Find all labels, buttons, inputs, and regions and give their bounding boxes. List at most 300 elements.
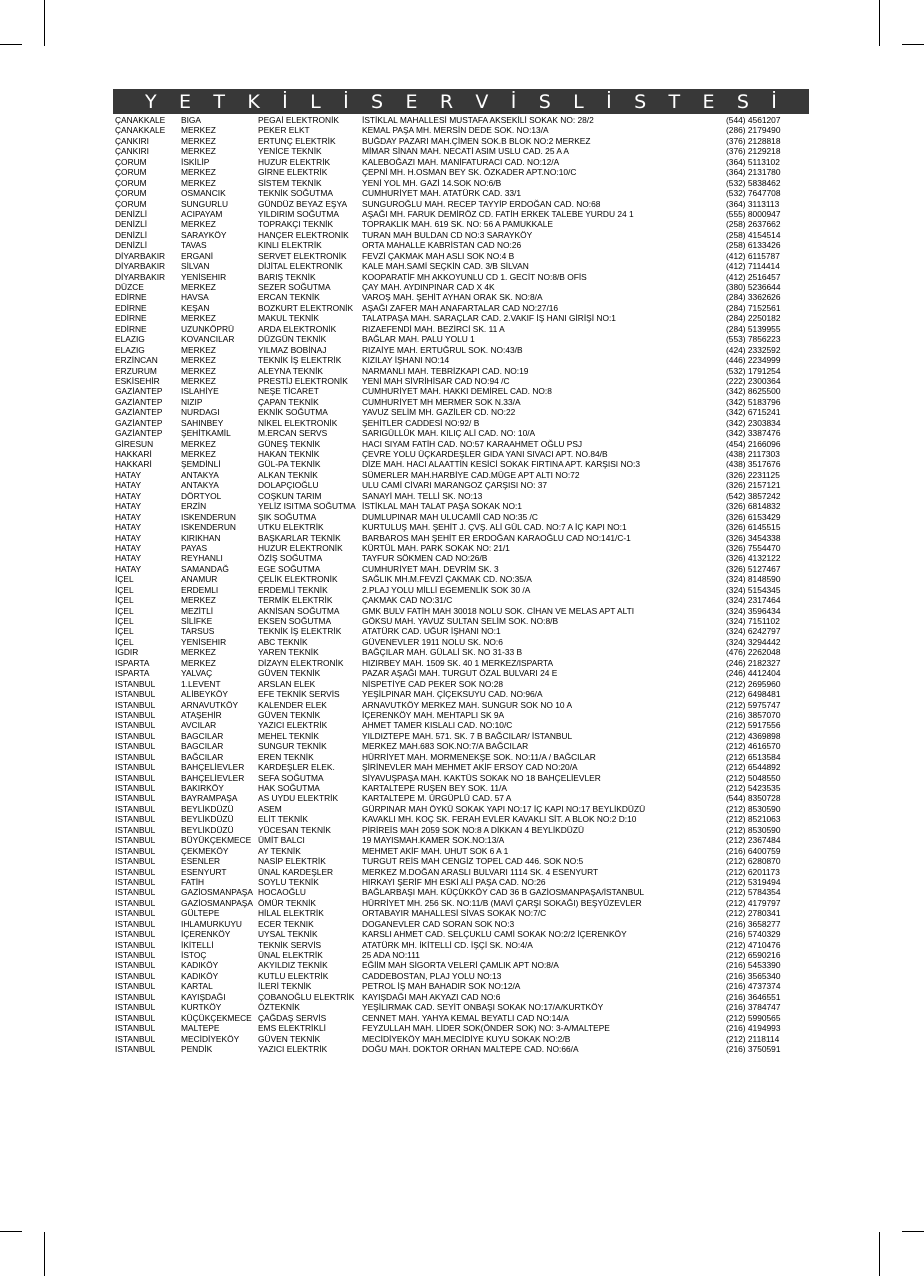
service-name-cell: EKNİK SOĞUTMA bbox=[258, 407, 328, 418]
service-name-cell: KARDEŞLER ELEK. bbox=[258, 762, 335, 773]
address-cell: CUMHURİYET MAH. ATATÜRK CAD. 33/1 bbox=[362, 188, 521, 199]
address-cell: AŞAĞI MH. FARUK DEMİRÖZ CD. FATİH ERKEK TALEBE YURDU 24 1 bbox=[362, 208, 634, 219]
phone-cell: (326) 5127467 bbox=[726, 563, 781, 574]
city-cell: ISTANBUL bbox=[115, 1043, 156, 1054]
city-cell: İÇEL bbox=[115, 584, 134, 595]
service-name-cell: PEKER ELKT bbox=[258, 125, 310, 136]
service-name-cell: YAZICI ELEKTRİK bbox=[258, 1043, 328, 1054]
table-row bbox=[115, 908, 809, 918]
table-row bbox=[115, 585, 809, 595]
service-name-cell: EGE SOĞUTMA bbox=[258, 563, 321, 574]
service-name-cell: EKSEN SOĞUTMA bbox=[258, 616, 332, 626]
city-cell: İÇEL bbox=[115, 574, 134, 585]
service-name-cell: ALEYNA TEKNİK bbox=[258, 365, 324, 376]
service-name-cell: HUZUR ELEKTRİK bbox=[258, 156, 331, 167]
district-cell: MERKEZ bbox=[181, 355, 216, 366]
crop-mark bbox=[902, 44, 924, 45]
city-cell: HATAY bbox=[115, 522, 142, 533]
page-title bbox=[113, 89, 809, 114]
address-cell: PİRİREİS MAH 2059 SOK NO:8 A DİKKAN 4 BEYLİKDÜZÜ bbox=[362, 824, 585, 835]
address-cell: KALEBOĞAZI MAH. MANİFATURACI CAD. NO:12/A bbox=[362, 156, 560, 167]
service-name-cell: KINLI ELEKTRİK bbox=[258, 240, 322, 251]
table-row bbox=[115, 1034, 809, 1044]
district-cell: PAYAS bbox=[181, 542, 208, 553]
table-row bbox=[115, 533, 809, 543]
city-cell: ISTANBUL bbox=[115, 689, 156, 700]
district-cell: BAGCILAR bbox=[181, 741, 224, 752]
table-row bbox=[115, 846, 809, 856]
title-letter: Y bbox=[145, 90, 157, 113]
city-cell: ISTANBUL bbox=[115, 897, 156, 908]
district-cell: MERKEZ bbox=[181, 657, 216, 668]
title-letter: S bbox=[371, 90, 384, 113]
service-name-cell: EREN TEKNİK bbox=[258, 751, 314, 762]
service-name-cell: HAK SOĞUTMA bbox=[258, 783, 320, 793]
service-name-cell: ÇAPAN TEKNİK bbox=[258, 396, 319, 407]
phone-cell: (222) 2300364 bbox=[726, 375, 781, 386]
address-cell: MERKEZ M.DOĞAN ARASLI BULVARI 1114 SK. 4 ESENYURT bbox=[362, 866, 599, 877]
district-cell: MERKEZ bbox=[181, 647, 216, 658]
phone-cell: (326) 3454338 bbox=[726, 532, 781, 543]
city-cell: ISTANBUL bbox=[115, 741, 156, 752]
district-cell: ANAMUR bbox=[181, 574, 218, 585]
district-cell: ERZİN bbox=[181, 501, 207, 512]
table-row bbox=[115, 773, 809, 783]
district-cell: ARNAVUTKÖY bbox=[181, 699, 239, 710]
phone-cell: (216) 3857070 bbox=[726, 709, 781, 720]
address-cell: İSTİKLAL MAH TALAT PAŞA SOKAK NO:1 bbox=[362, 501, 522, 512]
service-name-cell: NASİP ELEKTRİK bbox=[258, 856, 326, 867]
service-name-cell: YELİZ ISITMA SOĞUTMA bbox=[258, 501, 356, 512]
address-cell: KURTULUŞ MAH. ŞEHİT J. ÇVŞ. ALİ GÜL CAD. NO:7 A İÇ KAPI NO:1 bbox=[362, 522, 627, 533]
address-cell: ÇAY MAH. AYDINPINAR CAD X 4K bbox=[362, 282, 495, 292]
city-cell: HATAY bbox=[115, 532, 142, 543]
address-cell: 2.PLAJ YOLU MİLLİ EGEMENLİK SOK 30 /A bbox=[362, 584, 531, 595]
district-cell: MERKEZ bbox=[181, 125, 216, 136]
service-name-cell: GİRNE ELEKTRİK bbox=[258, 167, 328, 178]
table-row bbox=[115, 292, 809, 302]
address-cell: KIZILAY İŞHANI NO:14 bbox=[362, 355, 450, 366]
address-cell: TOPRAKLIK MAH. 619 SK. NO: 56 A PAMUKKALE bbox=[362, 219, 553, 230]
district-cell: REYHANLI bbox=[181, 553, 223, 564]
service-name-cell: HUZUR ELEKTRONİK bbox=[258, 542, 343, 553]
service-name-cell: AKNİSAN SOĞUTMA bbox=[258, 605, 340, 616]
phone-cell: (412) 7114414 bbox=[726, 261, 780, 272]
service-name-cell: SOYLU TEKNİK bbox=[258, 876, 319, 887]
address-cell: YENİ MAH SİVRİHİSAR CAD NO:94 /C bbox=[362, 375, 510, 386]
title-letter: E bbox=[702, 90, 715, 113]
phone-cell: (212) 2118114 bbox=[726, 1033, 780, 1044]
service-table bbox=[115, 115, 809, 1054]
address-cell: ÇEPNİ MH. H.OSMAN BEY SK. ÖZKADER APT.NO:10/C bbox=[362, 167, 577, 178]
service-name-cell: SUNGUR TEKNİK bbox=[258, 741, 327, 752]
service-name-cell: YÜCESAN TEKNİK bbox=[258, 824, 331, 835]
district-cell: ERGANİ bbox=[181, 250, 214, 261]
city-cell: ELAZIG bbox=[115, 334, 145, 345]
table-row bbox=[115, 282, 809, 292]
address-cell: SANAYİ MAH. TELLİ SK. NO:13 bbox=[362, 490, 483, 501]
service-name-cell: ÇAĞDAŞ SERVİS bbox=[258, 1012, 327, 1023]
title-letter: K bbox=[247, 90, 260, 113]
district-cell: BÜYÜKÇEKMECE bbox=[181, 835, 252, 846]
table-row bbox=[115, 397, 809, 407]
city-cell: DENİZLİ bbox=[115, 229, 148, 240]
district-cell: YENİSEHIR bbox=[181, 636, 227, 647]
city-cell: HATAY bbox=[115, 542, 142, 553]
district-cell: MERKEZ bbox=[181, 219, 216, 230]
table-row bbox=[115, 825, 809, 835]
service-name-cell: KUTLU ELEKTRİK bbox=[258, 970, 329, 981]
district-cell: OSMANCIK bbox=[181, 188, 226, 199]
district-cell: ATAŞEHİR bbox=[181, 709, 222, 720]
crop-mark bbox=[879, 1232, 880, 1276]
table-row bbox=[115, 1044, 809, 1054]
phone-cell: (324) 5154345 bbox=[726, 584, 781, 595]
city-cell: ISTANBUL bbox=[115, 845, 156, 856]
phone-cell: (216) 3565340 bbox=[726, 970, 781, 981]
district-cell: NIZIP bbox=[181, 396, 203, 407]
phone-cell: (212) 2695960 bbox=[726, 678, 781, 689]
address-cell: KARTALTEPE M. ÜRGÜPLÜ CAD. 57 A bbox=[362, 793, 512, 804]
address-cell: GÜVENEVLER 1911 NOLU SK. NO:6 bbox=[362, 636, 503, 647]
district-cell: MALTEPE bbox=[181, 1023, 220, 1034]
service-name-cell: YAREN TEKNİK bbox=[258, 647, 319, 658]
phone-cell: (342) 5183796 bbox=[726, 396, 781, 407]
table-row bbox=[115, 689, 809, 699]
city-cell: ISTANBUL bbox=[115, 1012, 156, 1023]
city-cell: ERZURUM bbox=[115, 365, 157, 376]
district-cell: UZUNKÖPRÜ bbox=[181, 323, 235, 334]
city-cell: ISTANBUL bbox=[115, 709, 156, 720]
address-cell: EĞİİM MAH SİGORTA VELERİ ÇAMLIK APT NO:8/A bbox=[362, 960, 559, 971]
address-cell: YILDIZTEPE MAH. 571. SK. 7 B BAĞCILAR/ İSTANBUL bbox=[362, 730, 573, 741]
phone-cell: (212) 4179797 bbox=[726, 897, 781, 908]
address-cell: CENNET MAH. YAHYA KEMAL BEYATLI CAD NO:14/A bbox=[362, 1012, 569, 1023]
city-cell: ISTANBUL bbox=[115, 929, 156, 940]
table-row bbox=[115, 188, 809, 198]
city-cell: ISTANBUL bbox=[115, 1033, 156, 1044]
address-cell: KEMAL PAŞA MH. MERSİN DEDE SOK. NO:13/A bbox=[362, 125, 549, 136]
service-name-cell: ERTUNÇ ELEKTRİK bbox=[258, 135, 336, 146]
phone-cell: (216) 6400759 bbox=[726, 845, 781, 856]
title-letter: R bbox=[439, 90, 454, 113]
city-cell: DENİZLİ bbox=[115, 219, 148, 230]
city-cell: ERZİNCAN bbox=[115, 355, 158, 366]
table-row bbox=[115, 950, 809, 960]
phone-cell: (212) 6590216 bbox=[726, 950, 781, 960]
phone-cell: (284) 2250182 bbox=[726, 313, 781, 324]
address-cell: ARNAVUTKÖY MERKEZ MAH. SUNGUR SOK NO 10 A bbox=[362, 699, 573, 710]
service-name-cell: PRESTİJ ELEKTRONİK bbox=[258, 375, 348, 386]
city-cell: ÇORUM bbox=[115, 198, 147, 209]
city-cell: ELAZIG bbox=[115, 344, 145, 355]
address-cell: KALE MAH.SAMİ SEÇKİN CAD. 3/B SİLVAN bbox=[362, 261, 529, 272]
service-name-cell: ÖMÜR TEKNİK bbox=[258, 897, 317, 908]
district-cell: KOVANCILAR bbox=[181, 334, 235, 345]
district-cell: SAHINBEY bbox=[181, 417, 224, 428]
district-cell: MERKEZ bbox=[181, 177, 216, 188]
address-cell: YENİ YOL MH. GAZİ 14.SOK NO:6/B bbox=[362, 177, 502, 188]
table-row bbox=[115, 313, 809, 323]
address-cell: ÇEVRE YOLU ÜÇKARDEŞLER GIDA YANI SIVACI APT. NO.84/B bbox=[362, 449, 608, 459]
service-name-cell: DOLAPÇIOĞLU bbox=[258, 480, 319, 491]
address-cell: FEVZİ ÇAKMAK MAH ASLI SOK NO:4 B bbox=[362, 250, 515, 261]
phone-cell: (364) 5113102 bbox=[726, 156, 780, 167]
table-row bbox=[115, 251, 809, 261]
service-name-cell: ERCAN TEKNİK bbox=[258, 292, 320, 303]
service-name-cell: EMS ELEKTRİKLİ bbox=[258, 1023, 326, 1034]
district-cell: KAYIŞDAĞI bbox=[181, 991, 226, 1002]
address-cell: ORTA MAHALLE KABRİSTAN CAD NO:26 bbox=[362, 240, 522, 251]
title-letter: E bbox=[405, 90, 418, 113]
service-name-cell: ALKAN TEKNİK bbox=[258, 469, 318, 480]
district-cell: BAGCILAR bbox=[181, 730, 224, 741]
address-cell: ATATÜRK MH. İKİTELLİ CD. İŞÇİ SK. NO:4/A bbox=[362, 939, 533, 950]
city-cell: ISTANBUL bbox=[115, 887, 156, 898]
address-cell: DİZE MAH. HACI ALAATTİN KESİCİ SOKAK FIRTINA APT. KARŞISI NO:3 bbox=[362, 459, 640, 470]
city-cell: ISTANBUL bbox=[115, 803, 156, 814]
crop-mark bbox=[0, 1231, 22, 1232]
title-letter: İ bbox=[343, 90, 349, 113]
address-cell: DUMLUPINAR MAH ULUCAMİİ CAD NO:35 /C bbox=[362, 511, 538, 522]
phone-cell: (212) 5048550 bbox=[726, 772, 781, 783]
district-cell: DÖRTYOL bbox=[181, 490, 222, 501]
phone-cell: (212) 2367484 bbox=[726, 835, 781, 846]
service-name-cell: AS UYDU ELEKTRİK bbox=[258, 793, 339, 804]
phone-cell: (212) 6513584 bbox=[726, 751, 781, 762]
district-cell: GAZİOSMANPAŞA bbox=[181, 887, 253, 898]
district-cell: NURDAGI bbox=[181, 407, 220, 418]
table-row bbox=[115, 324, 809, 334]
city-cell: ÇANAKKALE bbox=[115, 125, 166, 136]
service-name-cell: TERMİK ELEKTRİK bbox=[258, 595, 333, 606]
table-row bbox=[115, 470, 809, 480]
table-row bbox=[115, 804, 809, 814]
table-row bbox=[115, 940, 809, 950]
address-cell: KAYIŞDAĞI MAH AKYAZI CAD NO:6 bbox=[362, 991, 501, 1002]
city-cell: ISTANBUL bbox=[115, 876, 156, 887]
title-letter: İ bbox=[510, 90, 517, 113]
phone-cell: (342) 8625500 bbox=[726, 386, 781, 397]
service-name-cell: AY TEKNİK bbox=[258, 845, 301, 856]
service-name-cell: ABC TEKNİK bbox=[258, 636, 308, 647]
city-cell: GAZİANTEP bbox=[115, 407, 163, 418]
table-row bbox=[115, 1023, 809, 1033]
service-name-cell: NİKEL ELEKTRONİK bbox=[258, 417, 338, 428]
address-cell: HIZIRBEY MAH. 1509 SK. 40 1 MERKEZ/ISPARTA bbox=[362, 657, 554, 668]
phone-cell: (246) 2182327 bbox=[726, 657, 781, 668]
table-row bbox=[115, 606, 809, 616]
city-cell: ISTANBUL bbox=[115, 866, 156, 877]
service-name-cell: GÜVEN TEKNİK bbox=[258, 668, 321, 679]
phone-cell: (216) 3646551 bbox=[726, 991, 781, 1002]
city-cell: İÇEL bbox=[115, 605, 134, 616]
city-cell: DENİZLİ bbox=[115, 240, 148, 251]
table-row bbox=[115, 167, 809, 177]
table-row bbox=[115, 366, 809, 376]
service-name-cell: MAKUL TEKNİK bbox=[258, 313, 319, 324]
service-name-cell: ECER TEKNIK bbox=[258, 918, 314, 929]
phone-cell: (212) 6201173 bbox=[726, 866, 780, 877]
address-cell: DOĞU MAH. DOKTOR ORHAN MALTEPE CAD. NO:66/A bbox=[362, 1043, 579, 1054]
address-cell: PAZAR AŞAĞI MAH. TURGUT ÖZAL BULVARI 24 E bbox=[362, 668, 558, 679]
phone-cell: (212) 4616570 bbox=[726, 741, 781, 752]
phone-cell: (212) 5319494 bbox=[726, 876, 781, 887]
table-row bbox=[115, 146, 809, 156]
district-cell: AVCILAR bbox=[181, 720, 217, 731]
city-cell: İÇEL bbox=[115, 616, 134, 626]
district-cell: KÜÇÜKÇEKMECE bbox=[181, 1012, 252, 1023]
table-row bbox=[115, 449, 809, 459]
city-cell: ISTANBUL bbox=[115, 783, 156, 793]
title-letter: L bbox=[573, 90, 584, 113]
address-cell: 25 ADA NO:111 bbox=[362, 950, 420, 960]
address-cell: ATATÜRK CAD. UĞUR İŞHANI NO:1 bbox=[362, 626, 501, 637]
service-name-cell: YAZICI ELEKTRİK bbox=[258, 720, 328, 731]
city-cell: GAZİANTEP bbox=[115, 417, 163, 428]
city-cell: HATAY bbox=[115, 469, 142, 480]
phone-cell: (326) 7554470 bbox=[726, 542, 781, 553]
address-cell: HACI SIYAM FATİH CAD. NO:57 KARAAHMET OĞLU PSJ bbox=[362, 438, 583, 449]
district-cell: ISKENDERUN bbox=[181, 511, 236, 522]
table-row bbox=[115, 178, 809, 188]
district-cell: MEZİTLİ bbox=[181, 605, 214, 616]
city-cell: ISTANBUL bbox=[115, 1023, 156, 1034]
service-name-cell: SİSTEM TEKNİK bbox=[258, 177, 322, 188]
city-cell: ISTANBUL bbox=[115, 720, 156, 731]
table-row bbox=[115, 115, 809, 125]
city-cell: ÇORUM bbox=[115, 167, 147, 178]
district-cell: ALİBEYKÖY bbox=[181, 689, 229, 700]
district-cell: KURTKÖY bbox=[181, 1002, 222, 1013]
address-cell: SUNGUROĞLU MAH. RECEP TAYYİP ERDOĞAN CAD. NO:68 bbox=[362, 198, 601, 209]
title-letter: S bbox=[538, 90, 551, 113]
table-row bbox=[115, 386, 809, 396]
address-cell: PETROL İŞ MAH BAHADIR SOK NO:12/A bbox=[362, 981, 521, 992]
phone-cell: (216) 3750591 bbox=[726, 1043, 781, 1054]
title-letter: E bbox=[178, 90, 191, 113]
address-cell: CUMHURİYET MH MERMER SOK N.33/A bbox=[362, 396, 521, 407]
address-cell: NİSPETİYE CAD PEKER SOK NO:28 bbox=[362, 678, 504, 689]
address-cell: KARSLI AHMET CAD. SELÇUKLU CAMİ SOKAK NO:2/2 İÇERENKÖY bbox=[362, 929, 627, 940]
table-row bbox=[115, 553, 809, 563]
district-cell: ACIPAYAM bbox=[181, 208, 223, 219]
table-row bbox=[115, 512, 809, 522]
district-cell: SİLİFKE bbox=[181, 616, 213, 626]
city-cell: ISTANBUL bbox=[115, 835, 156, 846]
table-row bbox=[115, 355, 809, 365]
table-row bbox=[115, 616, 809, 626]
table-row bbox=[115, 136, 809, 146]
address-cell: KARTALTEPE RUŞEN BEY SOK. 11/A bbox=[362, 783, 507, 793]
phone-cell: (212) 5784354 bbox=[726, 887, 781, 898]
district-cell: SİLVAN bbox=[181, 261, 210, 272]
address-cell: ŞİRİNEVLER MAH MEHMET AKİF ERSOY CAD NO:20/A bbox=[362, 762, 578, 773]
phone-cell: (544) 8350728 bbox=[726, 793, 781, 804]
city-cell: ISTANBUL bbox=[115, 1002, 156, 1013]
table-row bbox=[115, 929, 809, 939]
table-row bbox=[115, 439, 809, 449]
table-row bbox=[115, 1002, 809, 1012]
service-name-cell: DÜZGÜN TEKNİK bbox=[258, 334, 327, 345]
phone-cell: (342) 3387476 bbox=[726, 428, 781, 439]
district-cell: BAĞCILAR bbox=[181, 751, 224, 762]
service-name-cell: BARIŞ TEKNİK bbox=[258, 271, 316, 282]
phone-cell: (532) 5838462 bbox=[726, 177, 781, 188]
district-cell: ŞEHİTKAMİL bbox=[181, 428, 231, 439]
crop-mark bbox=[879, 0, 880, 46]
district-cell: YENİSEHIR bbox=[181, 271, 227, 282]
phone-cell: (553) 7856223 bbox=[726, 334, 781, 345]
crop-mark bbox=[44, 1232, 45, 1276]
city-cell: GAZİANTEP bbox=[115, 386, 163, 397]
service-name-cell: EFE TEKNİK SERVİS bbox=[258, 689, 340, 700]
table-row bbox=[115, 209, 809, 219]
district-cell: KIRIKHAN bbox=[181, 532, 221, 543]
address-cell: HIRKAYI ŞERİF MH ESKİ ALİ PAŞA CAD. NO:26 bbox=[362, 876, 546, 887]
phone-cell: (216) 4194993 bbox=[726, 1023, 781, 1034]
service-name-cell: GÜVEN TEKNİK bbox=[258, 709, 321, 720]
phone-cell: (532) 1791254 bbox=[726, 365, 781, 376]
table-row bbox=[115, 219, 809, 229]
service-name-cell: DİJİTAL ELEKTRONİK bbox=[258, 261, 343, 272]
city-cell: IGDIR bbox=[115, 647, 139, 658]
city-cell: İÇEL bbox=[115, 626, 134, 637]
service-name-cell: ÜNAL ELEKTRİK bbox=[258, 950, 323, 960]
table-row bbox=[115, 658, 809, 668]
address-cell: AŞAĞI ZAFER MAH ANAFARTALAR CAD NO:27/16 bbox=[362, 302, 559, 313]
table-row bbox=[115, 459, 809, 469]
district-cell: YALVAÇ bbox=[181, 668, 213, 679]
table-row bbox=[115, 919, 809, 929]
address-cell: BARBAROS MAH ŞEHİT ER ERDOĞAN KARAOĞLU CAD NO:141/C-1 bbox=[362, 532, 631, 543]
city-cell: ISTANBUL bbox=[115, 960, 156, 971]
table-row bbox=[115, 700, 809, 710]
table-row bbox=[115, 637, 809, 647]
city-cell: İÇEL bbox=[115, 636, 134, 647]
phone-cell: (212) 5990565 bbox=[726, 1012, 781, 1023]
address-cell: HÜRRİYET MH. 256 SK. NO:11/B (MAVİ ÇARŞI SOKAĞI) BEŞYÜZEVLER bbox=[362, 897, 642, 908]
table-row bbox=[115, 376, 809, 386]
city-cell: ÇANAKKALE bbox=[115, 115, 166, 125]
city-cell: ÇORUM bbox=[115, 156, 147, 167]
phone-cell: (216) 5740329 bbox=[726, 929, 781, 940]
address-cell: HÜRRİYET MAH. MORMENEKŞE SOK. NO:11/A / BAĞCILAR bbox=[362, 751, 596, 762]
table-row bbox=[115, 199, 809, 209]
table-row bbox=[115, 626, 809, 636]
phone-cell: (376) 2129218 bbox=[726, 146, 781, 157]
table-row bbox=[115, 710, 809, 720]
city-cell: DİYARBAKIR bbox=[115, 271, 166, 282]
district-cell: BEYLİKDÜZÜ bbox=[181, 803, 234, 814]
table-row bbox=[115, 261, 809, 271]
table-row bbox=[115, 240, 809, 250]
address-cell: NARMANLI MAH. TEBRİZKAPI CAD. NO:19 bbox=[362, 365, 529, 376]
address-cell: AHMET TAMER KISLALI CAD. NO:10/C bbox=[362, 720, 513, 731]
service-name-cell: GÜNDÜZ BEYAZ EŞYA bbox=[258, 198, 348, 209]
phone-cell: (284) 5139955 bbox=[726, 323, 781, 334]
table-row bbox=[115, 867, 809, 877]
city-cell: ISTANBUL bbox=[115, 793, 156, 804]
district-cell: MERKEZ bbox=[181, 167, 216, 178]
phone-cell: (412) 6115787 bbox=[726, 250, 780, 261]
phone-cell: (212) 4710476 bbox=[726, 939, 781, 950]
address-cell: DOGANEVLER CAD SORAN SOK NO:3 bbox=[362, 918, 515, 929]
phone-cell: (212) 8530590 bbox=[726, 803, 781, 814]
district-cell: ERDEMLI bbox=[181, 584, 219, 595]
service-name-cell: ÖZİŞ SOĞUTMA bbox=[258, 553, 323, 564]
phone-cell: (324) 3294442 bbox=[726, 636, 781, 647]
